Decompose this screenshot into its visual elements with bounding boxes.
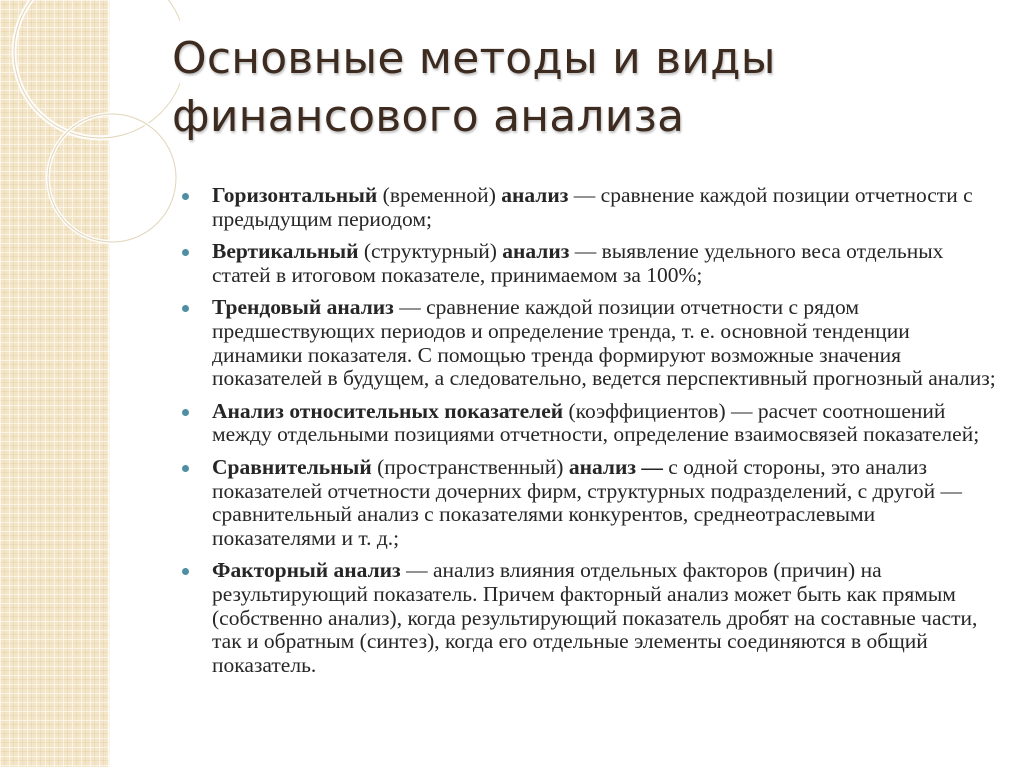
bullet-icon [182, 465, 189, 472]
item-term: Горизонтальный [212, 183, 378, 207]
list-item [178, 400, 998, 447]
item-term: анализ [501, 183, 569, 207]
item-term: Трендовый анализ [212, 295, 394, 320]
list-item [178, 240, 998, 287]
list-item [178, 559, 998, 677]
bullet-icon [182, 249, 189, 256]
item-text: — сравнение каждой позиции отчетности с рядом предшествующих периодов и определение тренда, т. е. основной тенденции динамики показателя. С помощью тренда формируют возможные значения показателей в будущем, а следовательно, ведется перспективный прогнозный анализ; [212, 295, 996, 391]
list-item [178, 184, 998, 231]
item-text: — анализ влияния отдельных факторов (причин) на результирующий показатель. Причем факторный анализ может быть как прямым (собственно анализ), когда результирующий показатель дробят на составные части, так и обратным (синтез), когда его отдельные элементы соединяются в общий показатель. [212, 558, 978, 677]
bullet-icon [182, 193, 189, 200]
methods-list [178, 184, 998, 677]
item-text: (коэффициентов) — расчет соотношений между отдельными позициями отчетности, определение взаимосвязей показателей; [212, 398, 980, 447]
item-text: — сравнение каждой позиции отчетности с предыдущим периодом; [212, 183, 973, 231]
slide-title: Основные методы и виды финансового анализа [172, 33, 776, 142]
item-text: — выявление удельного веса отдельных статей в итоговом показателе, принимаемом за 100%; [212, 239, 944, 287]
item-text: (временной) [377, 183, 502, 207]
bullet-icon [182, 409, 189, 416]
item-term: Факторный анализ [212, 558, 401, 583]
list-item [178, 456, 998, 550]
item-term: анализ [502, 239, 570, 264]
item-text: (пространственный) [371, 454, 569, 479]
item-text: (структурный) [358, 239, 503, 264]
item-text: с одной стороны, это анализ показателей отчетности дочерних фирм, структурных подразделений, с другой — сравнительный анализ с показателями конкурентов, среднеотраслевыми показателями и т. д.; [212, 454, 963, 550]
bullet-icon [182, 568, 189, 575]
item-term: анализ — [568, 454, 663, 479]
decorative-side-strip [0, 0, 110, 767]
item-term: Анализ относительных показателей [212, 398, 564, 423]
bullet-icon [182, 305, 189, 312]
item-term: Сравнительный [212, 454, 372, 479]
list-item [178, 296, 998, 390]
slide-content [178, 184, 998, 686]
item-term: Вертикальный [212, 239, 359, 264]
